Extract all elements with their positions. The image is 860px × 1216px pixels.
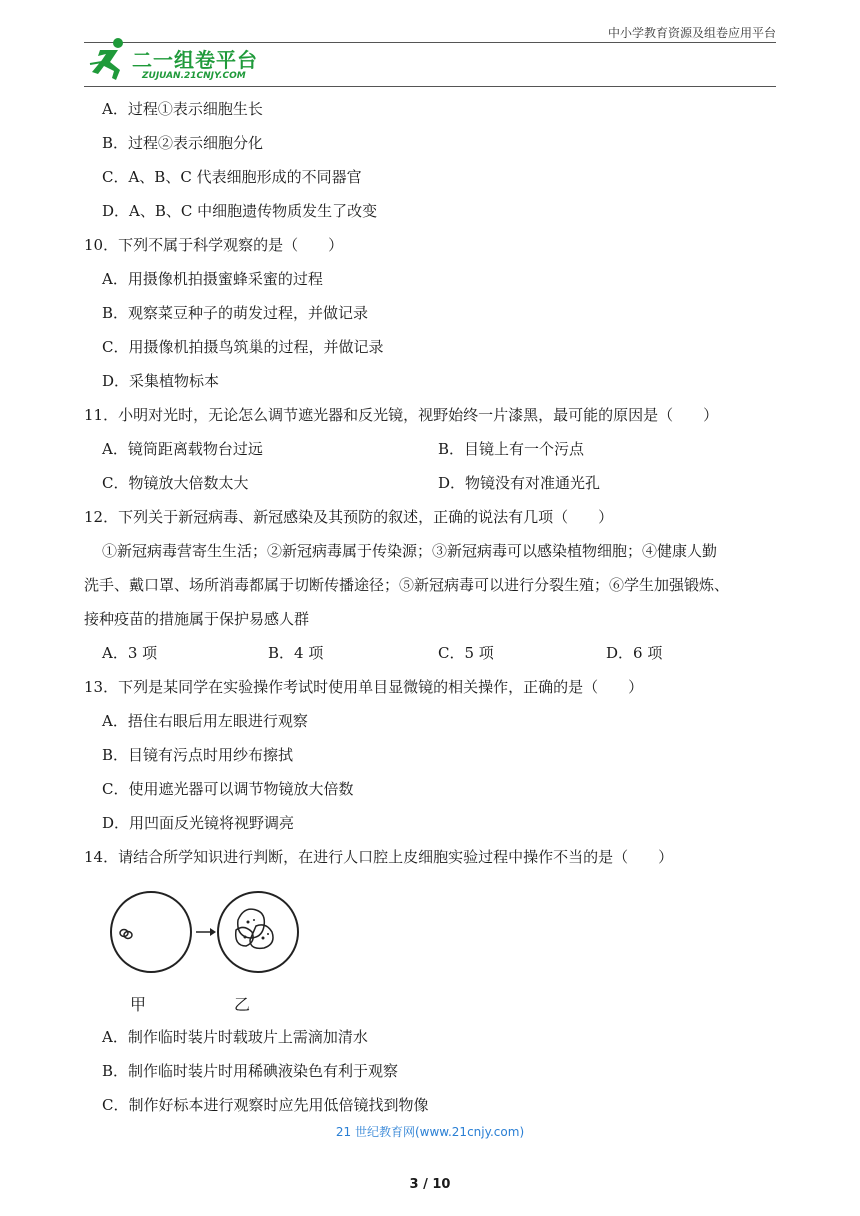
q12-option-a: A．3 项	[102, 644, 158, 662]
q10-option-a: A．用摄像机拍摄蜜蜂采蜜的过程	[102, 270, 323, 288]
q10-option-c: C．用摄像机拍摄鸟筑巢的过程，并做记录	[102, 338, 384, 356]
q11-option-d: D．物镜没有对准通光孔	[438, 474, 601, 492]
q11-option-c: C．物镜放大倍数太大	[102, 474, 249, 492]
q13-stem: 13．下列是某同学在实验操作考试时使用单目显微镜的相关操作，正确的是（ ）	[84, 678, 644, 696]
q9-option-b: B．过程②表示细胞分化	[102, 134, 264, 152]
q11-option-a: A．镜筒距离载物台过远	[102, 440, 263, 458]
q12-option-c: C．5 项	[438, 644, 494, 662]
figure-label-right: 乙	[234, 995, 251, 1014]
q10-option-b: B．观察菜豆种子的萌发过程，并做记录	[102, 304, 369, 322]
q10-stem: 10．下列不属于科学观察的是（ ）	[84, 236, 344, 254]
q12-body-line3: 接种疫苗的措施属于保护易感人群	[84, 610, 310, 628]
q11-option-b: B．目镜上有一个污点	[438, 440, 585, 458]
q10-option-d: D．采集植物标本	[102, 372, 220, 390]
microscope-view-figure	[84, 874, 776, 1020]
q14-option-a: A．制作临时装片时载玻片上需滴加清水	[102, 1028, 368, 1046]
header-bottom-divider	[84, 86, 776, 87]
site-logo	[84, 34, 284, 86]
page-number: 3 / 10	[409, 1177, 451, 1192]
question-content	[84, 92, 776, 1122]
q11-options-row2	[84, 466, 776, 500]
figure-label-left: 甲	[130, 995, 147, 1014]
q9-option-d: D．A、B、C 中细胞遗传物质发生了改变	[102, 202, 378, 220]
q12-options-row	[84, 636, 776, 670]
q12-option-b: B．4 项	[268, 644, 324, 662]
q13-option-d: D．用凹面反光镜将视野调亮	[102, 814, 295, 832]
q11-stem: 11．小明对光时，无论怎么调节遮光器和反光镜，视野始终一片漆黑，最可能的原因是（ ）	[84, 406, 719, 424]
platform-name: 中小学教育资源及组卷应用平台	[607, 26, 776, 40]
footer-website-link[interactable]: 21 世纪教育网(www.21cnjy.com)	[335, 1125, 525, 1139]
q13-option-a: A．捂住右眼后用左眼进行观察	[102, 712, 308, 730]
q13-option-b: B．目镜有污点时用纱布擦拭	[102, 746, 294, 764]
q12-body-line2: 洗手、戴口罩、场所消毒都属于切断传播途径；⑤新冠病毒可以进行分裂生殖；⑥学生加强锻炼、	[84, 576, 730, 594]
q9-option-c: C．A、B、C 代表细胞形成的不同器官	[102, 168, 362, 186]
q14-stem: 14．请结合所学知识进行判断，在进行人口腔上皮细胞实验过程中操作不当的是（ ）	[84, 848, 674, 866]
q14-option-b: B．制作临时装片时用稀碘液染色有利于观察	[102, 1062, 399, 1080]
q12-option-d: D．6 项	[606, 644, 663, 662]
field-of-view-diagram	[108, 882, 308, 982]
q13-option-c: C．使用遮光器可以调节物镜放大倍数	[102, 780, 354, 798]
logo-text: 二一组卷平台	[132, 48, 258, 72]
q12-body-line1: ①新冠病毒营寄生生活；②新冠病毒属于传染源；③新冠病毒可以感染植物细胞；④健康人勤	[102, 542, 718, 560]
q12-stem: 12．下列关于新冠病毒、新冠感染及其预防的叙述，正确的说法有几项（ ）	[84, 508, 614, 526]
logo-subtext: ZUJUAN.21CNJY.COM	[142, 71, 246, 81]
runner-logo-icon	[88, 36, 132, 82]
q11-options-row1	[84, 432, 776, 466]
q9-option-a: A．过程①表示细胞生长	[102, 100, 263, 118]
q14-option-c: C．制作好标本进行观察时应先用低倍镜找到物像	[102, 1096, 429, 1114]
